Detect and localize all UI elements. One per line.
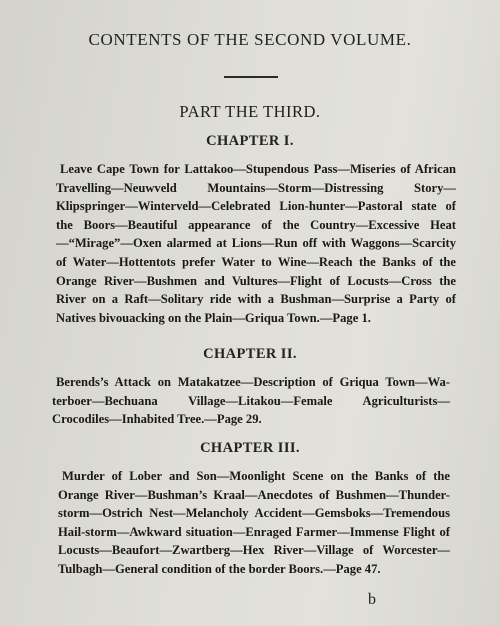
chapter-section-1 — [0, 133, 500, 327]
divider-rule — [224, 76, 278, 78]
signature-mark: b — [368, 591, 376, 608]
chapter-summary: Leave Cape Town for Lattakoo—Stupendous Pass—Miseries of African Travelling—Neuwveld Mountains—Storm—Distressing Story—Klipspringer—Winterveld—Celebrated Lion-hunter—Pastoral state of the Boors—Beautiful appearance of the Country—Excessive Heat—“Mirage”—Oxen alarmed at Lions—Run off with Waggons—Scarcity of Water—Hottentots prefer Water to Wine—Reach the Banks of the Orange River—Bushmen and Vultures—Flight of Locusts—Cross the River on a Raft—Solitary ride with a Bushman—Surprise a Party of Natives bivouacking on the Plain—Griqua Town.—Page 1. — [56, 162, 456, 325]
chapter-section-2 — [0, 346, 500, 429]
volume-title: CONTENTS OF THE SECOND VOLUME. — [88, 30, 412, 49]
chapter-summary: Murder of Lober and Son—Moonlight Scene on the Banks of the Orange River—Bushman’s Kraal—Anecdotes of Bushmen—Thunder-storm—Ostrich Nest—Melancholy Accident—Gemsboks—Tremendous Hail-storm—Awkward situation—Enraged Farmer—Immense Flight of Locusts—Beaufort—Zwartberg—Hex River—Village of Worcester—Tulbagh—General condition of the border Boors.—Page 47. — [58, 469, 450, 576]
chapter-heading: CHAPTER I. — [206, 133, 294, 149]
part-title: PART THE THIRD. — [179, 102, 321, 121]
chapter-heading: CHAPTER III. — [200, 440, 300, 456]
chapter-heading: CHAPTER II. — [203, 346, 297, 362]
chapter-section-3 — [0, 440, 500, 579]
chapter-summary: Berends’s Attack on Matakatzee—Description of Griqua Town—Waterboer—Bechuana Village—Litakou—Female Agriculturists—Crocodiles—Inhabited Tree.—Page 29. — [52, 375, 450, 427]
